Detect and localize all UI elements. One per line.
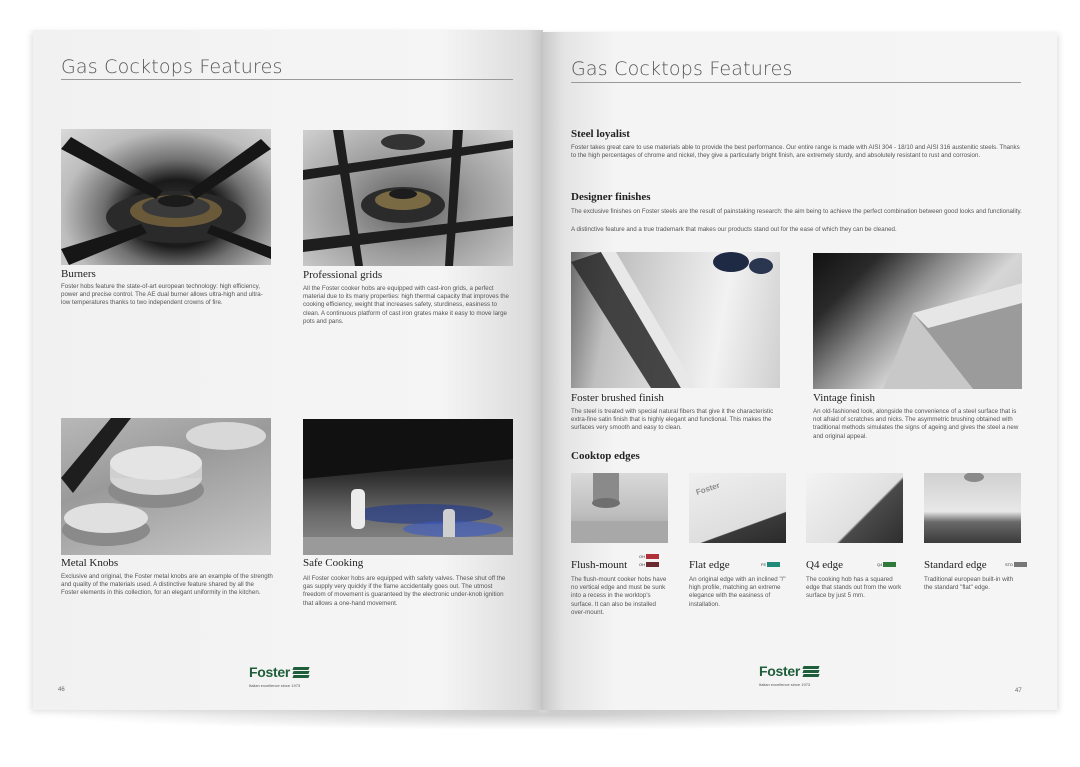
logo-tagline: Italian excellence since 1973	[759, 682, 811, 687]
feature-heading: Metal Knobs	[61, 557, 119, 569]
vintage-finish-photo	[813, 253, 1022, 389]
feature-heading: Burners	[61, 268, 96, 280]
section-heading: Designer finishes	[571, 191, 651, 203]
edge-heading: Q4 edge	[806, 559, 843, 571]
feature-text: Foster hobs feature the state-of-art european technology: high efficiency, power and precise control. The AE dual burner allows ultra-high and ultra-low temperatures thanks to two independent crowns of fire.	[61, 283, 263, 307]
page-number: 47	[1015, 688, 1022, 694]
section-text: Foster takes great care to use materials able to provide the best performance. Our entire range is made with AISI 304 - 18/10 and AISI 316 austenitic steels. Thanks to the high percentages of chrome and nickel, they give a particularly bright finish, are extremely sturdy, and absolutely resistant to rust and corrosion.	[571, 144, 1020, 160]
section-heading: Steel loyalist	[571, 128, 630, 140]
left-page	[33, 30, 543, 710]
svg-text:Foster: Foster	[694, 480, 721, 497]
edge-heading: Flush-mount	[571, 559, 628, 571]
edge-text: An original edge with an inclined "/" high profile, matching an extreme elegance with the easiness of installation.	[689, 576, 786, 608]
safe-cooking-photo	[303, 419, 513, 555]
feature-text: All the Foster cooker hobs are equipped with cast-iron grids, a perfect material due to its many properties: high thermal capacity that improves the cooking efficiency, weight that increases safety, sturdiness, easiness to clean. A continuous platform of cast iron grates make it easy to move large pots and pans.	[303, 285, 510, 325]
edge-heading: Flat edge	[689, 559, 730, 571]
title-rule	[61, 79, 513, 80]
finish-text: The steel is treated with special natural fibers that give it the characteristic extra-fine satin finish that is highly elegant and functional. This makes the surfaces very smooth and easy to clean.	[571, 408, 774, 432]
edge-heading: Standard edge	[924, 559, 987, 571]
finish-heading: Foster brushed finish	[571, 392, 664, 404]
title-rule	[571, 82, 1021, 83]
page-title: Gas Cocktops Features	[571, 58, 793, 80]
section-text: The exclusive finishes on Foster steels are the result of painstaking research: the aim being to achieve the perfect combination between good looks and functionality.	[571, 208, 1022, 215]
right-page	[543, 32, 1057, 710]
edge-badge: OH	[639, 562, 659, 567]
q4-edge-photo	[806, 473, 903, 543]
edge-badge: OH	[639, 554, 659, 559]
section-heading: Cooktop edges	[571, 450, 640, 462]
logo-word: Foster	[249, 664, 290, 680]
grids-photo	[303, 130, 513, 266]
burners-photo	[61, 129, 271, 265]
edge-badge: STD	[1005, 562, 1027, 567]
logo-tagline: Italian excellence since 1973	[249, 683, 301, 688]
finish-text: An old-fashioned look, alongside the convenience of a steel surface that is not afraid of scratches and nicks. The asymmetric brushing obtained with traditional methods simulates the signs of ageing and gives the steel a new and original appeal.	[813, 408, 1019, 440]
flag-icon	[293, 666, 309, 679]
feature-heading: Professional grids	[303, 269, 383, 281]
foster-logo	[759, 663, 819, 687]
standard-edge-photo	[924, 473, 1021, 543]
flat-edge-photo	[689, 473, 786, 543]
feature-text: Exclusive and original, the Foster metal knobs are an example of the strength and quality of the materials used. A distinctive feature shared by all the Foster elements in this collection, for an elegant uniformity in the kitchen.	[61, 573, 273, 597]
flag-icon	[803, 665, 819, 678]
edge-text: Traditional european built-in with the standard "flat" edge.	[924, 576, 1014, 592]
flush-mount-photo	[571, 473, 668, 543]
feature-text: All Foster cooker hobs are equipped with safety valves. These shut off the gas supply very quickly if the flame accidentally goes out. The utmost freedom of movement is guaranteed by the electronic under-knob ignition that allows a one-hand movement.	[303, 575, 506, 607]
feature-heading: Safe Cooking	[303, 557, 364, 569]
edge-text: The flush-mount cooker hobs have no vertical edge and must be sunk into a recess in the worktop's surface. It can also be installed over-mount.	[571, 576, 667, 616]
edge-text: The cooking hob has a squared edge that stands out from the work surface by just 5 mm.	[806, 576, 902, 600]
finish-heading: Vintage finish	[813, 392, 875, 404]
logo-word: Foster	[759, 663, 800, 679]
edge-badge: FE	[761, 562, 780, 567]
edge-badge: Q4	[877, 562, 896, 567]
brushed-finish-photo	[571, 252, 780, 388]
page-number: 46	[58, 687, 65, 693]
foster-logo	[249, 664, 309, 688]
section-text: A distinctive feature and a true trademark that makes our products stand out for the ease of which they can be cleaned.	[571, 226, 897, 233]
knobs-photo	[61, 418, 271, 555]
page-title: Gas Cocktops Features	[61, 56, 283, 78]
